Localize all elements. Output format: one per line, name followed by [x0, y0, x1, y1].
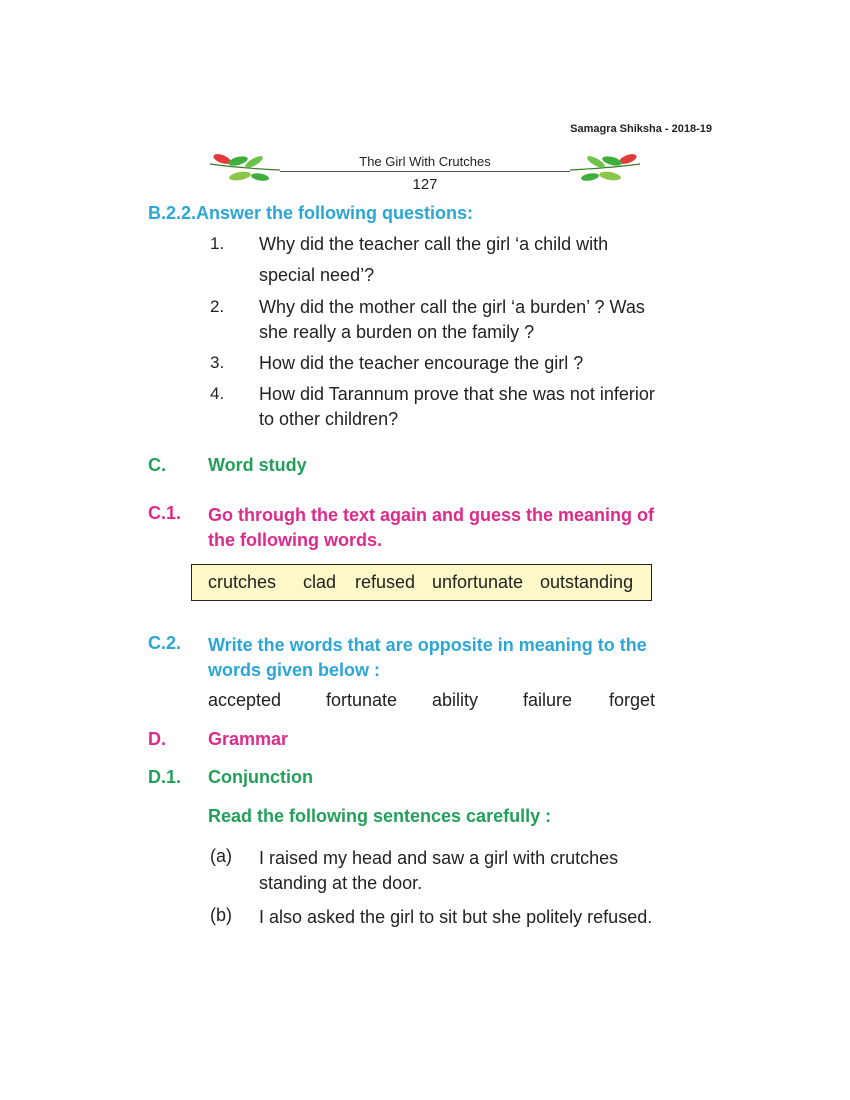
opposite-word: forget: [609, 690, 656, 710]
question-number: 1.: [210, 234, 225, 253]
section-b22-label: B.2.2.: [148, 203, 197, 223]
sentence-text: [259, 846, 699, 896]
heading-line: Write the words that are opposite in meaning to the: [208, 635, 647, 655]
opposite-word: accepted: [208, 690, 282, 710]
chapter-title: The Girl With Crutches: [359, 154, 491, 169]
question-line: special need’?: [259, 265, 375, 285]
sentence-line: standing at the door.: [259, 873, 423, 893]
header-divider: [280, 171, 570, 172]
word-item: outstanding: [540, 572, 634, 592]
sentence-text: [259, 905, 719, 930]
section-c1-heading: [208, 503, 708, 553]
section-c1-label: C.1.: [148, 503, 182, 523]
question-line: she really a burden on the family ?: [259, 322, 535, 342]
opposite-word: failure: [523, 690, 573, 710]
question-number: 4.: [210, 384, 225, 403]
brand-header: Samagra Shiksha - 2018-19: [570, 123, 712, 135]
section-b22-heading: [148, 203, 473, 224]
question-text: [259, 295, 699, 345]
heading-line: the following words.: [208, 530, 382, 550]
section-d-label: D.: [148, 729, 166, 749]
section-c2-heading: [208, 633, 708, 683]
section-d-heading: Grammar: [208, 729, 289, 749]
question-line: How did Tarannum prove that she was not inferior: [259, 384, 655, 404]
sentence-label: (a): [210, 846, 232, 866]
word-item: crutches: [208, 572, 277, 592]
question-text: [259, 382, 699, 432]
section-b22-title: Answer the following questions:: [196, 203, 474, 223]
question-text: [259, 351, 699, 376]
question-line: Why did the mother call the girl ‘a burden’ ? Was: [259, 297, 645, 317]
question-line: How did the teacher encourage the girl ?: [259, 353, 584, 373]
word-item: unfortunate: [432, 572, 524, 592]
instruction-text: Read the following sentences carefully :: [208, 806, 552, 826]
section-d1-heading: Conjunction: [208, 767, 313, 787]
word-box: [191, 564, 652, 601]
question-number: 2.: [210, 297, 225, 316]
question-text: [259, 232, 699, 288]
section-c-label: C.: [148, 455, 166, 475]
sentence-label: (b): [210, 905, 232, 925]
leaf-ornament-left-icon: [208, 150, 280, 186]
page-number: 127: [412, 176, 438, 193]
question-line: Why did the teacher call the girl ‘a child with: [259, 234, 609, 254]
word-item: clad: [303, 572, 337, 592]
heading-line: Go through the text again and guess the meaning of: [208, 505, 655, 525]
leaf-ornament-right-icon: [570, 150, 642, 186]
heading-line: words given below :: [208, 660, 381, 680]
word-item: refused: [355, 572, 416, 592]
sentence-line: I also asked the girl to sit but she politely refused.: [259, 907, 653, 927]
section-c2-label: C.2.: [148, 633, 182, 653]
question-line: to other children?: [259, 409, 399, 429]
sentence-line: I raised my head and saw a girl with crutches: [259, 848, 619, 868]
section-c-heading: Word study: [208, 455, 307, 475]
opposite-word: fortunate: [326, 690, 398, 710]
opposite-word: ability: [432, 690, 479, 710]
question-number: 3.: [210, 353, 225, 372]
section-d1-label: D.1.: [148, 767, 182, 787]
